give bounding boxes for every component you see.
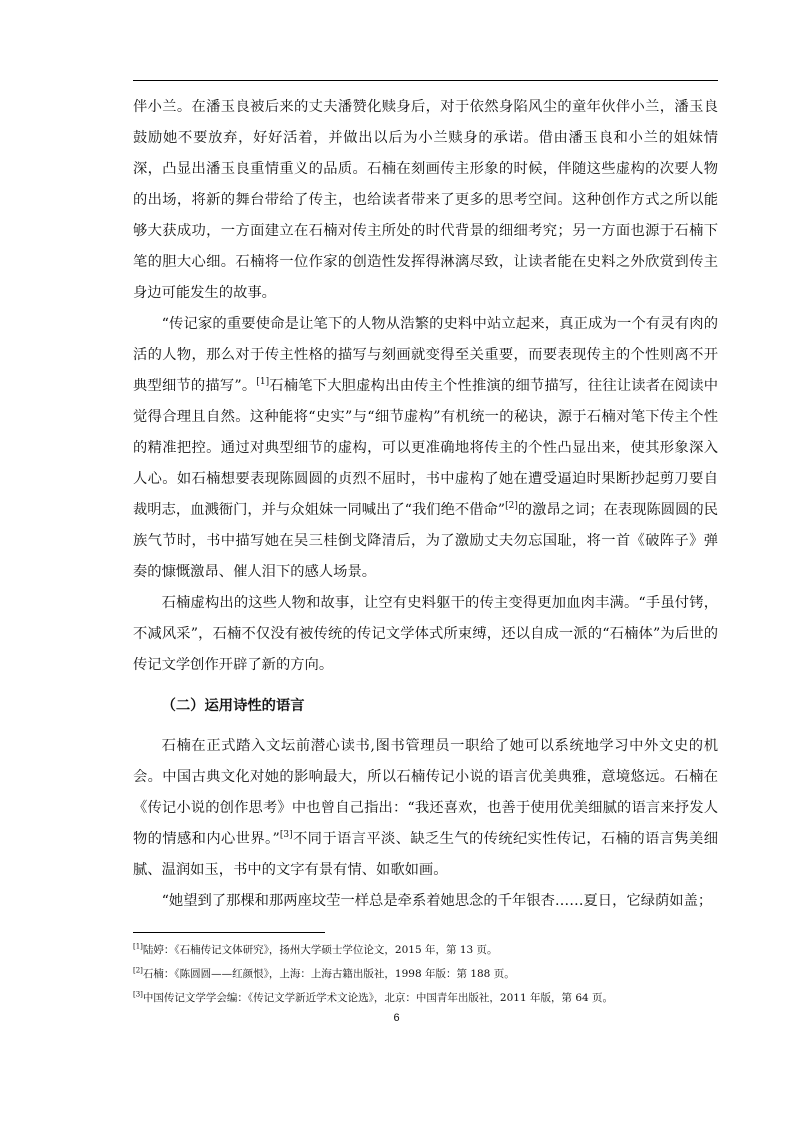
paragraph-text: 不同于语言平淡、缺乏生气的传统纪实性传记，石楠的语言隽美细腻、温润如玉，书中的文字有景有情、如歌如画。 [133,831,718,878]
paragraph [133,588,718,681]
footnote-marker: [3] [133,990,143,999]
paragraph [133,886,718,917]
footnote-reference: [1] [256,377,270,388]
paragraph-text: 伴小兰。在潘玉良被后来的丈夫潘赞化赎身后，对于依然身陷风尘的童年伙伴小兰，潘玉良鼓励她不要放弃，好好活着，并做出以后为小兰赎身的承诺。借由潘玉良和小兰的姐妹情深，凸显出潘玉良重情重义的品质。石楠在刻画传主形象的时候，伴随这些虚构的次要人物的出场，将新的舞台带给了传主，也给读者带来了更多的思考空间。这种创作方式之所以能够大获成功，一方面建立在石楠对传主所处的时代背景的细细考究；另一方面也源于石楠下笔的胆大心细。石楠将一位作家的创造性发挥得淋漓尽致，让读者能在史料之外欣赏到传主身边可能发生的故事。 [133,99,718,301]
paragraph [133,309,718,588]
paragraph-text: “传记家的重要使命是让笔下的人物从浩繁的史料中站立起来，真正成为一个有灵有肉的活的人物，那么对于传主性格的描写与刻画就变得至关重要，而要表现传主的个性则离不开典型细节的描写”。 [133,316,718,394]
footnote-text: 陆婷：《石楠传记文体研究》，扬州大学硕士学位论文，2015 年，第 13 页。 [142,944,498,956]
footnote [133,962,718,986]
footnote-marker: [1] [133,942,143,951]
footnote [133,986,718,1010]
paragraphs-before-heading [133,92,718,681]
paragraph-text: 石楠在正式踏入文坛前潜心读书,图书管理员一职给了她可以系统地学习中外文史的机会。中国古典文化对她的影响最大，所以石楠传记小说的语言优美典雅，意境悠远。石楠在《传记小说的创作思考》中也曾自己指出：“我还喜欢，也善于使用优美细腻的语言来抒发人物的情感和内心世界。” [133,738,718,847]
paragraph-text: 石楠笔下大胆虚构出由传主个性推演的细节描写，往往让读者在阅读中觉得合理且自然。这种能将“史实”与“细节虚构”有机统一的秘诀，源于石楠对笔下传主个性的精准把控。通过对典型细节的虚构，可以更准确地将传主的个性凸显出来，使其形象深入人心。如石楠想要表现陈圆圆的贞烈不屈时，书中虚构了她在遭受逼迫时果断抄起剪刀要自裁明志，血溅衙门，并与众姐妹一同喊出了“我们绝不借命” [133,378,718,518]
paragraphs-after-heading [133,731,718,917]
header-rule [133,80,718,81]
footnotes [133,938,718,1010]
body-text [133,92,718,917]
footnote-text: 石楠：《陈圆圆——红颜恨》，上海：上海古籍出版社，1998 年版：第 188 页。 [142,968,515,980]
paragraph-text: “她望到了那棵和那两座坟茔一样总是牵系着她思念的千年银杏……夏日，它绿荫如盖； [161,893,713,909]
paragraph-text: 石楠虚构出的这些人物和故事，让空有史料躯干的传主变得更加血肉丰满。“手虽付铐，不减风采”，石楠不仅没有被传统的传记文学体式所束缚，还以自成一派的“石楠体”为后世的传记文学创作开辟了新的方向。 [133,595,718,673]
footnote-reference: [2] [505,501,518,512]
footnote-rule [133,932,325,933]
footnote-reference: [3] [279,830,293,841]
paragraph-text: 的激昂之词；在表现陈圆圆的民族气节时，书中描写她在吴三桂倒戈降清后，为了激励丈夫勿忘国耻，将一首《破阵子》弹奏的慷慨激昂、催人泪下的感人场景。 [133,502,718,580]
footnote [133,938,718,962]
paragraph [133,92,718,309]
section-heading: （二）运用诗性的语言 [161,698,305,714]
page-number: 6 [393,1012,400,1024]
footnote-marker: [2] [133,966,143,975]
paragraph [133,731,718,886]
footnote-text: 中国传记文学学会编：《传记文学新近学术文论选》，北京：中国青年出版社，2011 年版，第 64 页。 [142,992,614,1004]
